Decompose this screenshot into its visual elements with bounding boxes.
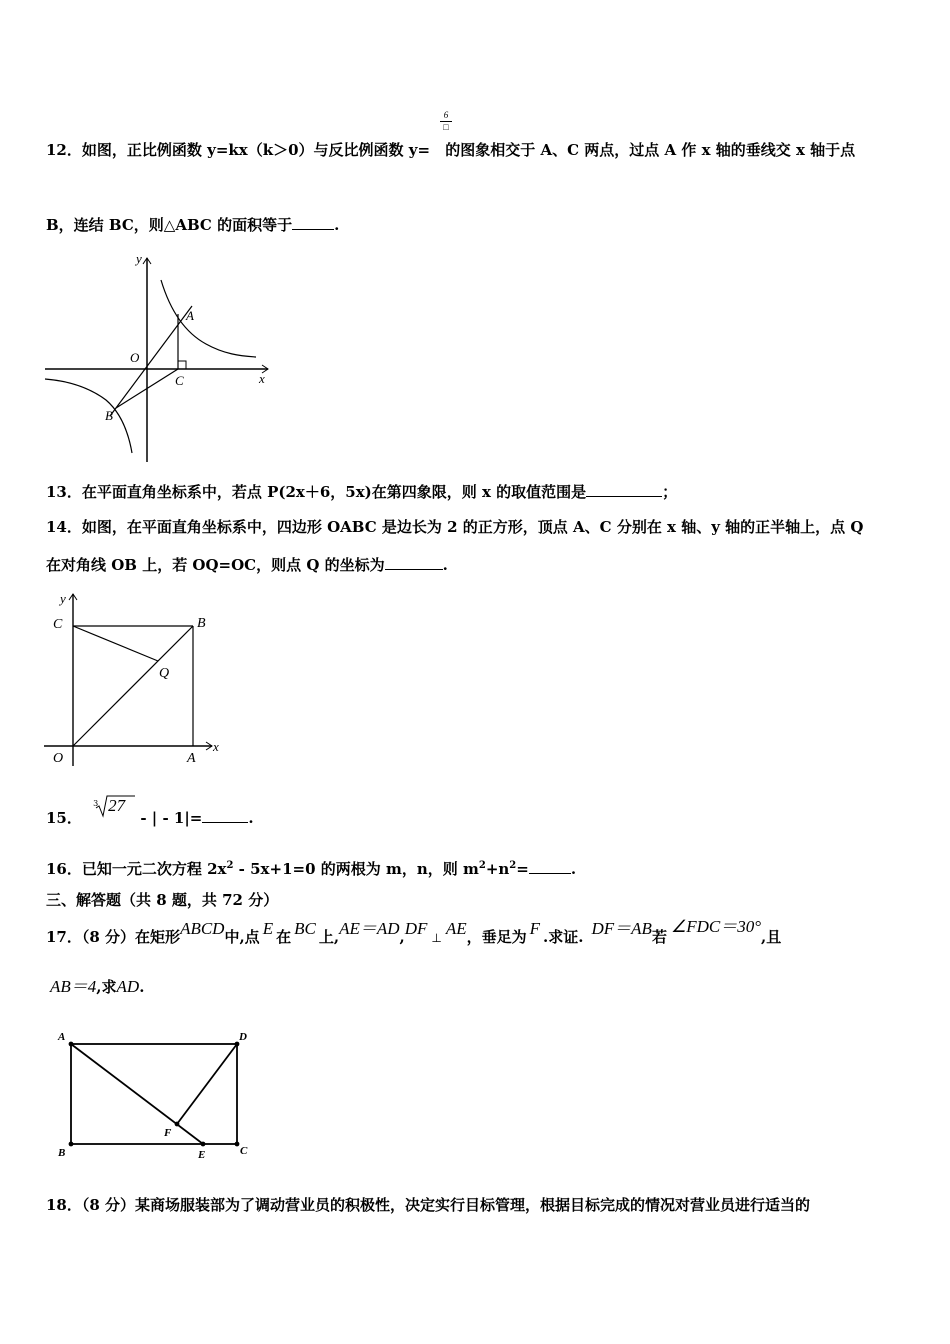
- q17-points: （8 分）: [81, 928, 136, 946]
- fig14-label-A: A: [187, 751, 196, 766]
- q12-end: .: [334, 216, 340, 234]
- q12-fraction-denominator: □: [443, 122, 449, 132]
- q12-fraction: [440, 111, 452, 132]
- q14-end: .: [442, 556, 448, 574]
- fig17-label-C: C: [240, 1145, 248, 1157]
- q16-text-c: +n: [485, 860, 510, 878]
- q15-radicand: 27: [108, 796, 126, 815]
- q12-fraction-numerator: 6: [443, 110, 449, 120]
- q15-number: 15．: [46, 809, 82, 827]
- q18-line: [46, 1195, 810, 1215]
- q13-number: 13．: [46, 483, 82, 501]
- q17-math-AE: AE: [445, 919, 467, 938]
- fig17-point-A: [69, 1042, 74, 1047]
- q17-number: 17．: [46, 928, 82, 946]
- q17-math-AE-eq-AD: AE＝AD: [339, 919, 400, 938]
- q17-text-7: .求证.: [543, 928, 584, 946]
- q16-text-a: 已知一元二次方程 2x: [81, 860, 227, 878]
- q15-end: .: [248, 809, 254, 827]
- fig17-segment-AE: [71, 1044, 203, 1144]
- figure-17: [50, 1025, 260, 1165]
- q15-root-index: 3: [93, 799, 99, 808]
- q17-math-DF-eq-AB: DF＝AB: [591, 919, 652, 938]
- q16-sup-1: 2: [226, 860, 234, 871]
- q12-number: 12．: [46, 141, 82, 159]
- fig17-point-B: [69, 1142, 74, 1147]
- q17-math-ABCD: ABCD: [180, 919, 225, 938]
- fig17-rectangle-ABCD: [71, 1044, 237, 1144]
- q17-text-9: ,且: [761, 928, 782, 946]
- q17-text-5: ,: [399, 928, 405, 946]
- q15-answer-blank[interactable]: [202, 808, 248, 823]
- q17-math-AB-eq-4: AB＝4: [50, 977, 97, 996]
- q14-answer-blank[interactable]: [385, 555, 443, 570]
- fig14-label-C: C: [53, 617, 63, 632]
- fig12-right-angle-mark: [178, 361, 186, 369]
- fig14-label-x: x: [213, 739, 219, 754]
- q17-math-AD: AD: [116, 977, 140, 996]
- fig12-label-C: C: [175, 373, 184, 388]
- fig17-label-D: D: [239, 1031, 247, 1043]
- q16-sup-2: 2: [478, 860, 486, 871]
- q17-math-F: F: [529, 919, 541, 938]
- q14-line1-text: 如图，在平面直角坐标系中，四边形 OABC 是边长为 2 的正方形，顶点 A、C 分别在 x 轴、y 轴的正半轴上，点 Q: [81, 518, 864, 536]
- q17-line2-text-2: .: [139, 978, 145, 996]
- q12-line1: [46, 140, 855, 160]
- fig17-label-F: F: [164, 1127, 172, 1139]
- q14-line2-text: 在对角线 OB 上，若 OQ=OC，则点 Q 的坐标为: [46, 556, 385, 574]
- fig12-label-x: x: [259, 371, 265, 386]
- q17-text-3: 在: [276, 928, 292, 946]
- q14-line1: [46, 517, 863, 537]
- q18-number: 18．: [46, 1196, 82, 1214]
- q18-text: （8 分）某商场服装部为了调动营业员的积极性，决定实行目标管理，根据目标完成的情况对营业员进行适当的: [81, 1196, 811, 1214]
- figure-12: [40, 248, 280, 468]
- fig17-label-B: B: [58, 1147, 66, 1159]
- fig17-point-F: [175, 1122, 180, 1127]
- figure-14: [40, 588, 230, 778]
- q13-answer-blank[interactable]: [586, 482, 662, 497]
- fig14-label-Q: Q: [159, 666, 170, 681]
- q17-math-BC: BC: [294, 919, 316, 938]
- q12-answer-blank[interactable]: [292, 215, 334, 230]
- q13-text: 在平面直角坐标系中，若点 P(2x＋6，5x)在第四象限，则 x 的取值范围是: [81, 483, 587, 501]
- q15-line: [46, 796, 254, 828]
- fig12-label-B: B: [105, 408, 113, 423]
- q17-math-E: E: [262, 919, 274, 938]
- fig14-label-O: O: [53, 751, 64, 766]
- fig17-segment-DF: [177, 1044, 237, 1124]
- q17-math-DF: DF: [404, 919, 428, 938]
- q17-text-1: 在矩形: [135, 928, 181, 946]
- q16-sup-3: 2: [509, 860, 517, 871]
- q17-text-8: 若: [651, 928, 667, 946]
- q17-math-perp: ⊥: [431, 931, 442, 945]
- q17-math-angle-FDC: ∠FDC＝30°: [670, 917, 761, 936]
- q13-line: [46, 482, 677, 502]
- q13-end: ；: [662, 483, 678, 501]
- q16-text-b: - 5x+1=0 的两根为 m，n，则 m: [233, 860, 479, 878]
- q16-answer-blank[interactable]: [529, 859, 571, 874]
- fig14-diagonal-OB: [73, 626, 193, 746]
- q14-line2: [46, 555, 448, 575]
- fig14-segment-CQ: [73, 626, 158, 661]
- fig17-label-A: A: [58, 1031, 66, 1043]
- fig17-label-E: E: [198, 1149, 206, 1161]
- q16-text-d: =: [516, 860, 529, 878]
- q12-text-a: 如图，正比例函数 y=kx（k＞0）与反比例函数 y=: [81, 141, 431, 159]
- fig14-label-y: y: [60, 591, 66, 606]
- q17-line1: [46, 917, 782, 948]
- q16-line: [46, 856, 576, 879]
- q12-line2: [46, 215, 339, 235]
- q17-line2-text-1: ,求: [96, 978, 117, 996]
- fig12-label-A: A: [186, 308, 194, 323]
- fig12-hyperbola-q1: [161, 280, 256, 357]
- fig12-label-y: y: [136, 251, 142, 266]
- q17-line2: [50, 977, 144, 997]
- fig17-point-E: [201, 1142, 206, 1147]
- q16-end: .: [570, 860, 577, 878]
- q12-text-b: 的图象相交于 A、C 两点，过点 A 作 x 轴的垂线交 x 轴于点: [440, 141, 856, 159]
- q17-text-6: ，垂足为: [466, 928, 527, 946]
- q14-number: 14．: [46, 518, 82, 536]
- fig17-point-C: [235, 1142, 240, 1147]
- fig12-label-O: O: [130, 350, 140, 365]
- fig14-label-B: B: [197, 616, 206, 631]
- section-3-heading: 三、解答题（共 8 题，共 72 分）: [46, 891, 279, 909]
- q17-text-2: 中,点: [224, 928, 260, 946]
- q15-text: - | - 1|=: [135, 809, 203, 827]
- q15-cube-root: [93, 796, 135, 828]
- q17-text-4: 上,: [318, 928, 340, 946]
- q16-number: 16．: [46, 860, 82, 878]
- fig12-hyperbola-q3: [45, 379, 132, 453]
- q12-line2-text: B，连结 BC，则△ABC 的面积等于: [46, 216, 293, 234]
